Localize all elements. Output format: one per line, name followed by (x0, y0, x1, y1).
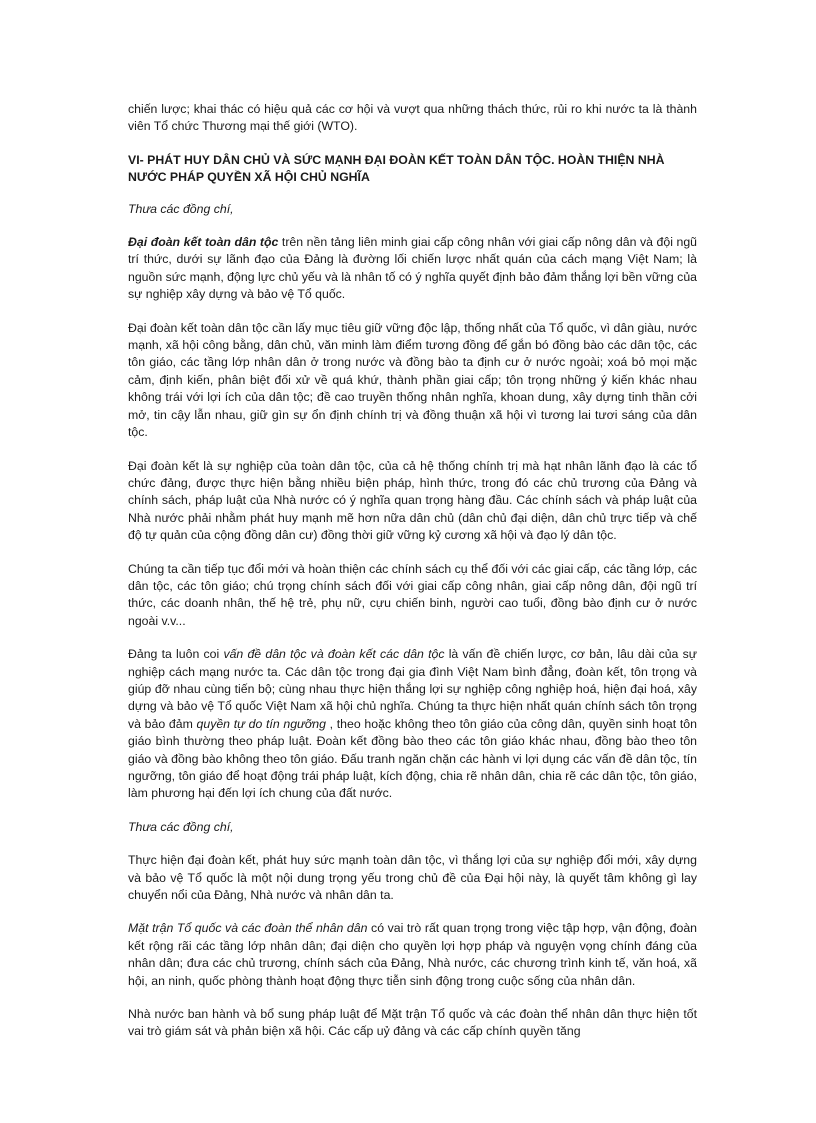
paragraph: Đại đoàn kết là sự nghiệp của toàn dân tộc, của cả hệ thống chính trị mà hạt nhân lãnh đạo là các tổ chức đảng, được thực hiện bằng nhiều biện pháp, hình thức, trong đó các chủ trương của Đảng và chính sách, pháp luật của Nhà nước có ý nghĩa quan trọng hàng đầu. Các chính sách và pháp luật của Nhà nước phải nhằm phát huy mạnh mẽ hơn nữa dân chủ (dân chủ đại diện, dân chủ trực tiếp và chế độ tự quản của cộng đồng dân cư) đồng thời giữ vững kỷ cương xã hội và đạo lý dân tộc. (128, 458, 697, 543)
paragraph-text: là vấn đề chiến lược, cơ bản, lâu dài của sự nghiệp cách mạng nước ta. Các dân tộc trong đại gia đình Việt Nam bình đẳng, đoàn kết, tôn trọng và giúp đỡ nhau cùng tiến bộ; cùng nhau thực hiện thắng lợi sự nghiệp công nghiệp hoá, hiện đại hoá, xây dựng và bảo vệ Tổ quốc Việt Nam xã hội chủ nghĩa. Chúng ta thực hiện nhất quán chính sách tôn trọng và bảo đảm (128, 647, 697, 731)
paragraph: chiến lược; khai thác có hiệu quả các cơ hội và vượt qua những thách thức, rủi ro khi nước ta là thành viên Tổ chức Thương mại thế giới (WTO). (128, 102, 697, 134)
paragraph-text: trên nền tảng liên minh giai cấp công nhân với giai cấp nông dân và đội ngũ trí thức, dưới sự lãnh đạo của Đảng là đường lối chiến lược nhất quán của cách mạng Việt Nam; là nguồn sức mạnh, động lực chủ yếu và là nhân tố có ý nghĩa quyết định bảo đảm thắng lợi bền vững của sự nghiệp xây dựng và bảo vệ Tổ quốc. (128, 235, 698, 302)
paragraph: Đại đoàn kết toàn dân tộc cần lấy mục tiêu giữ vững độc lập, thống nhất của Tổ quốc, vì dân giàu, nước mạnh, xã hội công bằng, dân chủ, văn minh làm điểm tương đồng để gắn bó đồng bào các dân tộc, các tôn giáo, các tầng lớp nhân dân ở trong nước và đồng bào ta định cư ở nước ngoài; xoá bỏ mọi mặc cảm, định kiến, phân biệt đối xử về quá khứ, thành phần giai cấp; tôn trọng những ý kiến khác nhau không trái với lợi ích của dân tộc; đề cao truyền thống nhân nghĩa, khoan dung, xây dựng tinh thần cởi mở, tin cậy lẫn nhau, giữ gìn sự ổn định chính trị và đồng thuận xã hội vì tương lai tươi sáng của dân tộc. (128, 320, 697, 440)
paragraph (128, 646, 697, 803)
emphasis-text: Đại đoàn kết toàn dân tộc (128, 235, 279, 250)
paragraph: Thực hiện đại đoàn kết, phát huy sức mạnh toàn dân tộc, vì thắng lợi của sự nghiệp đổi mới, xây dựng và bảo vệ Tổ quốc là một nội dung trọng yếu trong chủ đề của Đại hội này, là quyết tâm không gì lay chuyển nổi của Đảng, Nhà nước và nhân dân ta. (128, 853, 697, 903)
emphasis-text: quyền tự do tín ngưỡng (196, 716, 326, 731)
section-heading: VI- PHÁT HUY DÂN CHỦ VÀ SỨC MẠNH ĐẠI ĐOÀN KẾT TOÀN DÂN TỘC. HOÀN THIỆN NHÀ NƯỚC PHÁP QUYỀN XÃ HỘI CHỦ NGHĨA (128, 152, 665, 185)
salutation: Thưa các đồng chí, (128, 819, 234, 834)
paragraph (128, 920, 697, 990)
paragraph: Chúng ta cần tiếp tục đổi mới và hoàn thiện các chính sách cụ thể đối với các giai cấp, các tầng lớp, các dân tộc, các tôn giáo; chú trọng chính sách đối với giai cấp công nhân, giai cấp nông dân, đội ngũ trí thức, các doanh nhân, thế hệ trẻ, phụ nữ, cựu chiến binh, người cao tuổi, đồng bào định cư ở nước ngoài v.v... (128, 561, 697, 628)
paragraph-text: , theo hoặc không theo tôn giáo của công dân, quyền sinh hoạt tôn giáo bình thường theo pháp luật. Đoàn kết đồng bào theo các tôn giáo khác nhau, đồng bào theo tôn giáo và đồng bào không theo tôn giáo. Đấu tranh ngăn chặn các hành vi lợi dụng các vấn đề dân tộc, tín ngưỡng, tôn giáo để hoạt động trái pháp luật, kích động, chia rẽ nhân dân, chia rẽ các dân tộc, tôn giáo, làm phương hại đến lợi ích chung của đất nước. (128, 716, 697, 801)
paragraph (128, 234, 697, 304)
emphasis-text: vấn đề dân tộc và đoàn kết các dân tộc (223, 647, 445, 662)
salutation: Thưa các đồng chí, (128, 201, 234, 216)
paragraph-text: Đảng ta luôn coi (128, 647, 224, 662)
paragraph: Nhà nước ban hành và bổ sung pháp luật để Mặt trận Tổ quốc và các đoàn thể nhân dân thực hiện tốt vai trò giám sát và phản biện xã hội. Các cấp uỷ đảng và các cấp chính quyền tăng (128, 1007, 697, 1039)
document-page (128, 101, 697, 1057)
paragraph-text: có vai trò rất quan trọng trong việc tập hợp, vận động, đoàn kết rộng rãi các tầng lớp nhân dân; đại diện cho quyền lợi hợp pháp và nguyện vọng chính đáng của nhân dân; đưa các chủ trương, chính sách của Đảng, Nhà nước, các chương trình kinh tế, văn hoá, xã hội, an ninh, quốc phòng thành hoạt động thực tiễn sinh động trong cuộc sống của nhân dân. (128, 921, 697, 988)
emphasis-text: Mặt trận Tổ quốc và các đoàn thể nhân dân (128, 921, 368, 936)
